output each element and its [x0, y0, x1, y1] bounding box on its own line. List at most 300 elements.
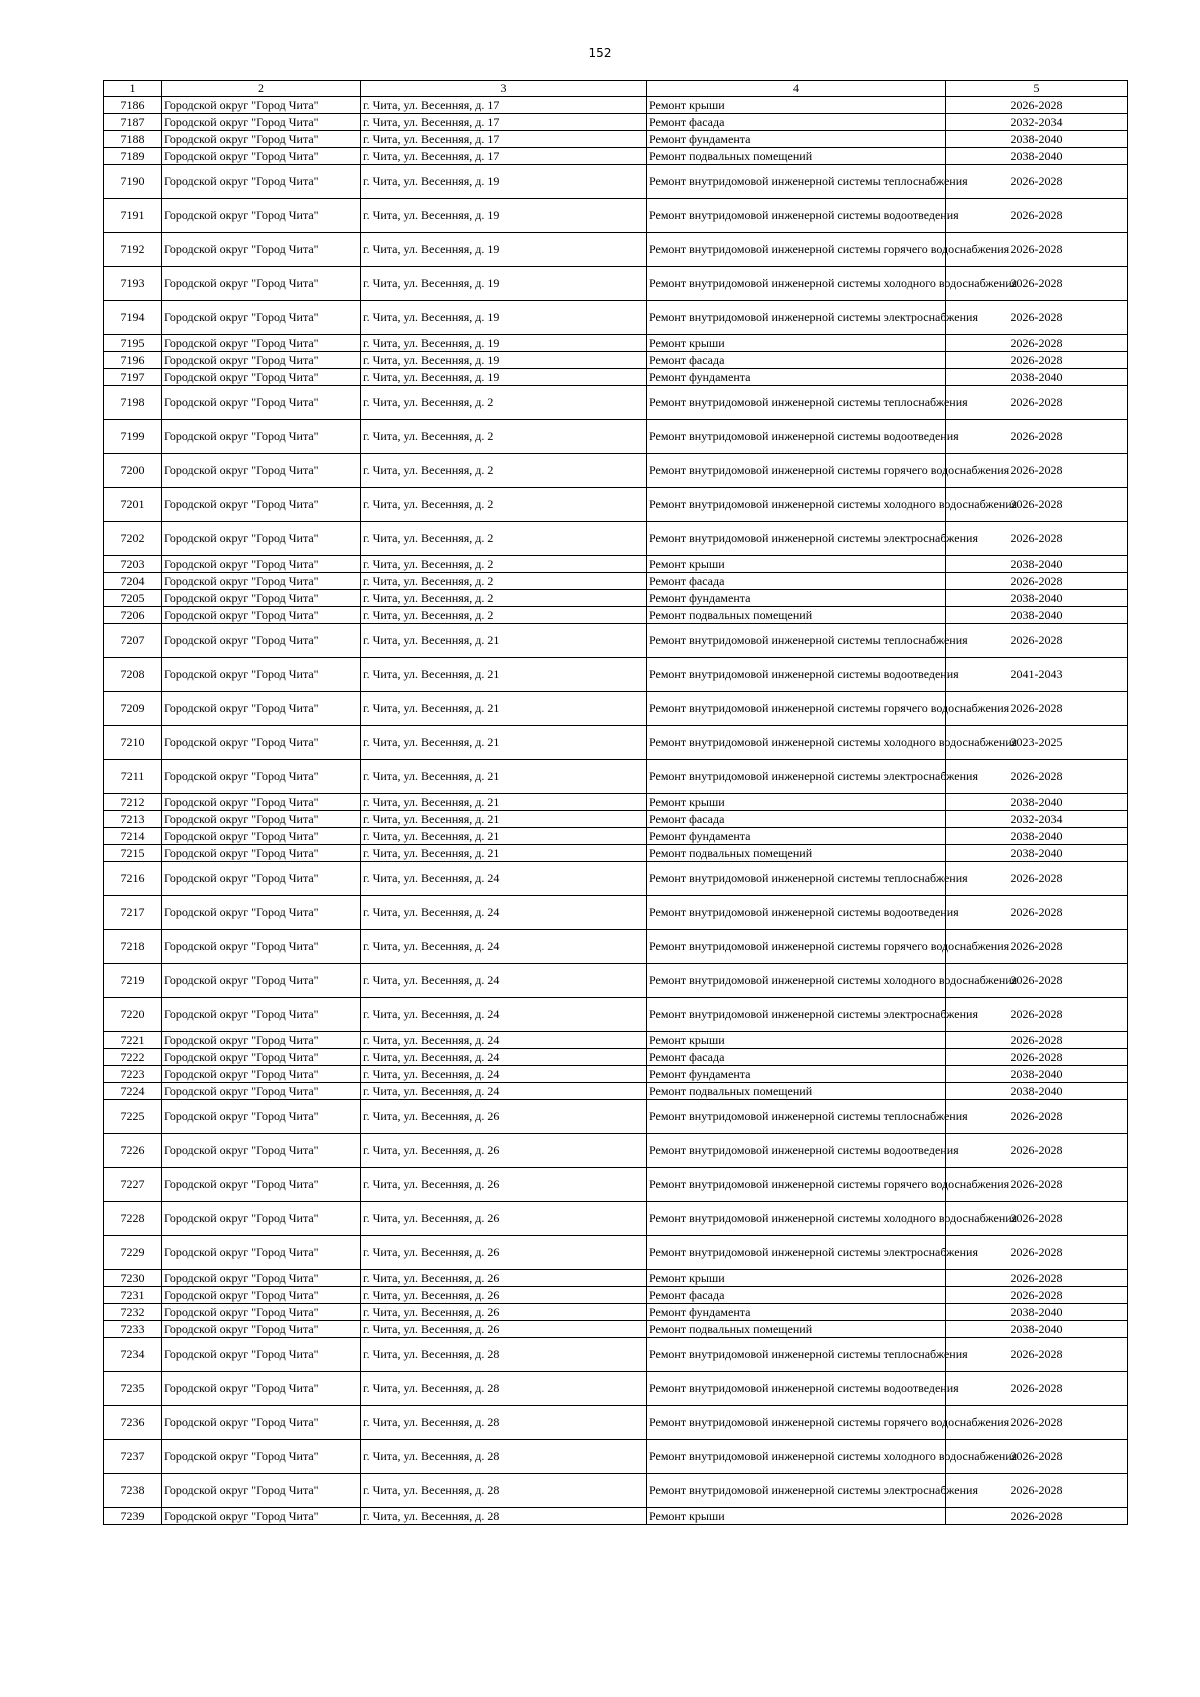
address-cell: г. Чита, ул. Весенняя, д. 19: [361, 301, 647, 335]
period-cell: 2026-2028: [946, 488, 1128, 522]
municipality-cell: Городской округ "Город Чита": [162, 998, 361, 1032]
table-row: [104, 1100, 1128, 1134]
address-cell: г. Чита, ул. Весенняя, д. 17: [361, 97, 647, 114]
row-number: 7221: [104, 1032, 162, 1049]
row-number: 7195: [104, 335, 162, 352]
row-number: 7228: [104, 1202, 162, 1236]
municipality-cell: Городской округ "Город Чита": [162, 845, 361, 862]
address-cell: г. Чита, ул. Весенняя, д. 21: [361, 692, 647, 726]
address-cell: г. Чита, ул. Весенняя, д. 28: [361, 1440, 647, 1474]
row-number: 7196: [104, 352, 162, 369]
work-type-cell: Ремонт внутридомовой инженерной системы теплоснабжения: [647, 1100, 946, 1134]
period-cell: 2026-2028: [946, 964, 1128, 998]
period-cell: 2026-2028: [946, 1440, 1128, 1474]
work-type-cell: Ремонт фасада: [647, 811, 946, 828]
municipality-cell: Городской округ "Город Чита": [162, 692, 361, 726]
row-number: 7225: [104, 1100, 162, 1134]
period-cell: 2026-2028: [946, 692, 1128, 726]
work-type-cell: Ремонт внутридомовой инженерной системы горячего водоснабжения: [647, 1168, 946, 1202]
table-row: [104, 165, 1128, 199]
work-type-cell: Ремонт фундамента: [647, 1066, 946, 1083]
table-row: [104, 522, 1128, 556]
period-cell: 2026-2028: [946, 1508, 1128, 1525]
table-row: [104, 301, 1128, 335]
table-row: [104, 148, 1128, 165]
table-row: [104, 386, 1128, 420]
municipality-cell: Городской округ "Город Чита": [162, 199, 361, 233]
period-cell: 2026-2028: [946, 522, 1128, 556]
period-cell: 2038-2040: [946, 1066, 1128, 1083]
municipality-cell: Городской округ "Город Чита": [162, 233, 361, 267]
row-number: 7224: [104, 1083, 162, 1100]
period-cell: 2026-2028: [946, 1202, 1128, 1236]
address-cell: г. Чита, ул. Весенняя, д. 2: [361, 420, 647, 454]
column-header: 1: [104, 81, 162, 97]
table-row: [104, 964, 1128, 998]
table-body: [104, 81, 1128, 1525]
address-cell: г. Чита, ул. Весенняя, д. 26: [361, 1202, 647, 1236]
row-number: 7203: [104, 556, 162, 573]
period-cell: 2026-2028: [946, 1100, 1128, 1134]
period-cell: 2026-2028: [946, 1049, 1128, 1066]
work-type-cell: Ремонт крыши: [647, 1508, 946, 1525]
table-row: [104, 556, 1128, 573]
table-row: [104, 1508, 1128, 1525]
row-number: 7199: [104, 420, 162, 454]
work-type-cell: Ремонт внутридомовой инженерной системы теплоснабжения: [647, 624, 946, 658]
period-cell: 2026-2028: [946, 335, 1128, 352]
work-type-cell: Ремонт внутридомовой инженерной системы электроснабжения: [647, 760, 946, 794]
municipality-cell: Городской округ "Город Чита": [162, 454, 361, 488]
address-cell: г. Чита, ул. Весенняя, д. 28: [361, 1508, 647, 1525]
table-row: [104, 1321, 1128, 1338]
address-cell: г. Чита, ул. Весенняя, д. 19: [361, 369, 647, 386]
work-type-cell: Ремонт внутридомовой инженерной системы водоотведения: [647, 658, 946, 692]
period-cell: 2026-2028: [946, 1406, 1128, 1440]
row-number: 7213: [104, 811, 162, 828]
municipality-cell: Городской округ "Город Чита": [162, 1406, 361, 1440]
table-row: [104, 624, 1128, 658]
table-header-row: [104, 81, 1128, 97]
address-cell: г. Чита, ул. Весенняя, д. 2: [361, 607, 647, 624]
address-cell: г. Чита, ул. Весенняя, д. 26: [361, 1287, 647, 1304]
municipality-cell: Городской округ "Город Чита": [162, 1440, 361, 1474]
table-row: [104, 573, 1128, 590]
row-number: 7226: [104, 1134, 162, 1168]
period-cell: 2026-2028: [946, 896, 1128, 930]
row-number: 7194: [104, 301, 162, 335]
address-cell: г. Чита, ул. Весенняя, д. 17: [361, 131, 647, 148]
work-type-cell: Ремонт крыши: [647, 1270, 946, 1287]
address-cell: г. Чита, ул. Весенняя, д. 28: [361, 1406, 647, 1440]
municipality-cell: Городской округ "Город Чита": [162, 522, 361, 556]
table-row: [104, 199, 1128, 233]
work-type-cell: Ремонт внутридомовой инженерной системы электроснабжения: [647, 1474, 946, 1508]
row-number: 7216: [104, 862, 162, 896]
address-cell: г. Чита, ул. Весенняя, д. 26: [361, 1304, 647, 1321]
address-cell: г. Чита, ул. Весенняя, д. 28: [361, 1474, 647, 1508]
address-cell: г. Чита, ул. Весенняя, д. 19: [361, 352, 647, 369]
municipality-cell: Городской округ "Город Чита": [162, 386, 361, 420]
work-type-cell: Ремонт внутридомовой инженерной системы теплоснабжения: [647, 862, 946, 896]
table-row: [104, 352, 1128, 369]
table-row: [104, 233, 1128, 267]
work-type-cell: Ремонт крыши: [647, 97, 946, 114]
table-row: [104, 1474, 1128, 1508]
period-cell: 2038-2040: [946, 369, 1128, 386]
address-cell: г. Чита, ул. Весенняя, д. 21: [361, 624, 647, 658]
work-type-cell: Ремонт крыши: [647, 335, 946, 352]
municipality-cell: Городской округ "Город Чита": [162, 1270, 361, 1287]
period-cell: 2026-2028: [946, 1372, 1128, 1406]
work-type-cell: Ремонт фундамента: [647, 131, 946, 148]
period-cell: 2026-2028: [946, 352, 1128, 369]
work-type-cell: Ремонт подвальных помещений: [647, 845, 946, 862]
work-type-cell: Ремонт фасада: [647, 352, 946, 369]
work-type-cell: Ремонт внутридомовой инженерной системы электроснабжения: [647, 1236, 946, 1270]
municipality-cell: Городской округ "Город Чита": [162, 131, 361, 148]
column-header: 4: [647, 81, 946, 97]
work-type-cell: Ремонт внутридомовой инженерной системы холодного водоснабжения: [647, 488, 946, 522]
work-type-cell: Ремонт внутридомовой инженерной системы холодного водоснабжения: [647, 1202, 946, 1236]
row-number: 7220: [104, 998, 162, 1032]
municipality-cell: Городской округ "Город Чита": [162, 420, 361, 454]
address-cell: г. Чита, ул. Весенняя, д. 19: [361, 335, 647, 352]
work-type-cell: Ремонт подвальных помещений: [647, 1321, 946, 1338]
address-cell: г. Чита, ул. Весенняя, д. 28: [361, 1338, 647, 1372]
table-row: [104, 1270, 1128, 1287]
period-cell: 2041-2043: [946, 658, 1128, 692]
row-number: 7239: [104, 1508, 162, 1525]
work-type-cell: Ремонт внутридомовой инженерной системы электроснабжения: [647, 998, 946, 1032]
row-number: 7205: [104, 590, 162, 607]
address-cell: г. Чита, ул. Весенняя, д. 26: [361, 1270, 647, 1287]
period-cell: 2026-2028: [946, 454, 1128, 488]
table-row: [104, 607, 1128, 624]
work-type-cell: Ремонт внутридомовой инженерной системы холодного водоснабжения: [647, 726, 946, 760]
repair-schedule-table: [103, 80, 1128, 1525]
address-cell: г. Чита, ул. Весенняя, д. 2: [361, 573, 647, 590]
period-cell: 2026-2028: [946, 420, 1128, 454]
period-cell: 2026-2028: [946, 998, 1128, 1032]
table-row: [104, 828, 1128, 845]
address-cell: г. Чита, ул. Весенняя, д. 24: [361, 964, 647, 998]
column-header: 5: [946, 81, 1128, 97]
table-row: [104, 97, 1128, 114]
work-type-cell: Ремонт фасада: [647, 1287, 946, 1304]
row-number: 7201: [104, 488, 162, 522]
row-number: 7209: [104, 692, 162, 726]
row-number: 7198: [104, 386, 162, 420]
table-row: [104, 114, 1128, 131]
row-number: 7219: [104, 964, 162, 998]
work-type-cell: Ремонт подвальных помещений: [647, 148, 946, 165]
address-cell: г. Чита, ул. Весенняя, д. 2: [361, 590, 647, 607]
row-number: 7192: [104, 233, 162, 267]
municipality-cell: Городской округ "Город Чита": [162, 556, 361, 573]
period-cell: 2026-2028: [946, 233, 1128, 267]
municipality-cell: Городской округ "Город Чита": [162, 1474, 361, 1508]
row-number: 7193: [104, 267, 162, 301]
address-cell: г. Чита, ул. Весенняя, д. 24: [361, 1032, 647, 1049]
municipality-cell: Городской округ "Город Чита": [162, 862, 361, 896]
period-cell: 2038-2040: [946, 845, 1128, 862]
period-cell: 2026-2028: [946, 1474, 1128, 1508]
row-number: 7227: [104, 1168, 162, 1202]
row-number: 7233: [104, 1321, 162, 1338]
period-cell: 2026-2028: [946, 165, 1128, 199]
period-cell: 2026-2028: [946, 862, 1128, 896]
work-type-cell: Ремонт внутридомовой инженерной системы теплоснабжения: [647, 386, 946, 420]
municipality-cell: Городской округ "Город Чита": [162, 1049, 361, 1066]
work-type-cell: Ремонт внутридомовой инженерной системы горячего водоснабжения: [647, 692, 946, 726]
address-cell: г. Чита, ул. Весенняя, д. 26: [361, 1236, 647, 1270]
row-number: 7204: [104, 573, 162, 590]
table-row: [104, 1440, 1128, 1474]
municipality-cell: Городской округ "Город Чита": [162, 964, 361, 998]
work-type-cell: Ремонт внутридомовой инженерной системы водоотведения: [647, 1134, 946, 1168]
address-cell: г. Чита, ул. Весенняя, д. 28: [361, 1372, 647, 1406]
work-type-cell: Ремонт внутридомовой инженерной системы холодного водоснабжения: [647, 964, 946, 998]
period-cell: 2038-2040: [946, 828, 1128, 845]
table-row: [104, 1372, 1128, 1406]
row-number: 7214: [104, 828, 162, 845]
table-row: [104, 590, 1128, 607]
address-cell: г. Чита, ул. Весенняя, д. 2: [361, 522, 647, 556]
work-type-cell: Ремонт внутридомовой инженерной системы горячего водоснабжения: [647, 1406, 946, 1440]
period-cell: 2026-2028: [946, 1134, 1128, 1168]
period-cell: 2026-2028: [946, 301, 1128, 335]
period-cell: 2032-2034: [946, 811, 1128, 828]
municipality-cell: Городской округ "Город Чита": [162, 1508, 361, 1525]
period-cell: 2026-2028: [946, 1270, 1128, 1287]
work-type-cell: Ремонт фундамента: [647, 369, 946, 386]
period-cell: 2026-2028: [946, 930, 1128, 964]
municipality-cell: Городской округ "Город Чита": [162, 1066, 361, 1083]
municipality-cell: Городской округ "Город Чита": [162, 165, 361, 199]
row-number: 7197: [104, 369, 162, 386]
work-type-cell: Ремонт фасада: [647, 1049, 946, 1066]
municipality-cell: Городской округ "Город Чита": [162, 828, 361, 845]
row-number: 7206: [104, 607, 162, 624]
table-row: [104, 1202, 1128, 1236]
address-cell: г. Чита, ул. Весенняя, д. 26: [361, 1168, 647, 1202]
row-number: 7238: [104, 1474, 162, 1508]
work-type-cell: Ремонт внутридомовой инженерной системы водоотведения: [647, 420, 946, 454]
municipality-cell: Городской округ "Город Чита": [162, 1321, 361, 1338]
table-row: [104, 811, 1128, 828]
row-number: 7234: [104, 1338, 162, 1372]
table-row: [104, 1287, 1128, 1304]
table-row: [104, 1236, 1128, 1270]
address-cell: г. Чита, ул. Весенняя, д. 21: [361, 828, 647, 845]
municipality-cell: Городской округ "Город Чита": [162, 267, 361, 301]
address-cell: г. Чита, ул. Весенняя, д. 2: [361, 488, 647, 522]
period-cell: 2038-2040: [946, 148, 1128, 165]
municipality-cell: Городской округ "Город Чита": [162, 114, 361, 131]
period-cell: 2038-2040: [946, 590, 1128, 607]
work-type-cell: Ремонт фундамента: [647, 828, 946, 845]
table-row: [104, 998, 1128, 1032]
address-cell: г. Чита, ул. Весенняя, д. 19: [361, 199, 647, 233]
address-cell: г. Чита, ул. Весенняя, д. 21: [361, 760, 647, 794]
period-cell: 2026-2028: [946, 1287, 1128, 1304]
municipality-cell: Городской округ "Город Чита": [162, 301, 361, 335]
period-cell: 2038-2040: [946, 794, 1128, 811]
table-row: [104, 726, 1128, 760]
address-cell: г. Чита, ул. Весенняя, д. 24: [361, 1066, 647, 1083]
municipality-cell: Городской округ "Город Чита": [162, 1338, 361, 1372]
address-cell: г. Чита, ул. Весенняя, д. 24: [361, 1049, 647, 1066]
work-type-cell: Ремонт внутридомовой инженерной системы водоотведения: [647, 1372, 946, 1406]
work-type-cell: Ремонт внутридомовой инженерной системы горячего водоснабжения: [647, 233, 946, 267]
address-cell: г. Чита, ул. Весенняя, д. 26: [361, 1134, 647, 1168]
table-row: [104, 1083, 1128, 1100]
work-type-cell: Ремонт внутридомовой инженерной системы водоотведения: [647, 896, 946, 930]
address-cell: г. Чита, ул. Весенняя, д. 26: [361, 1100, 647, 1134]
row-number: 7190: [104, 165, 162, 199]
row-number: 7208: [104, 658, 162, 692]
municipality-cell: Городской округ "Город Чита": [162, 335, 361, 352]
address-cell: г. Чита, ул. Весенняя, д. 17: [361, 114, 647, 131]
table-row: [104, 1134, 1128, 1168]
table-row: [104, 454, 1128, 488]
address-cell: г. Чита, ул. Весенняя, д. 26: [361, 1321, 647, 1338]
municipality-cell: Городской округ "Город Чита": [162, 97, 361, 114]
row-number: 7187: [104, 114, 162, 131]
table-row: [104, 1032, 1128, 1049]
address-cell: г. Чита, ул. Весенняя, д. 19: [361, 165, 647, 199]
row-number: 7222: [104, 1049, 162, 1066]
address-cell: г. Чита, ул. Весенняя, д. 24: [361, 896, 647, 930]
address-cell: г. Чита, ул. Весенняя, д. 24: [361, 1083, 647, 1100]
period-cell: 2038-2040: [946, 1321, 1128, 1338]
table-row: [104, 845, 1128, 862]
address-cell: г. Чита, ул. Весенняя, д. 19: [361, 267, 647, 301]
row-number: 7210: [104, 726, 162, 760]
row-number: 7200: [104, 454, 162, 488]
work-type-cell: Ремонт фасада: [647, 573, 946, 590]
municipality-cell: Городской округ "Город Чита": [162, 1100, 361, 1134]
work-type-cell: Ремонт внутридомовой инженерной системы холодного водоснабжения: [647, 267, 946, 301]
row-number: 7215: [104, 845, 162, 862]
period-cell: 2032-2034: [946, 114, 1128, 131]
municipality-cell: Городской округ "Город Чита": [162, 488, 361, 522]
table-row: [104, 794, 1128, 811]
period-cell: 2026-2028: [946, 1338, 1128, 1372]
table-row: [104, 488, 1128, 522]
row-number: 7235: [104, 1372, 162, 1406]
work-type-cell: Ремонт фундамента: [647, 1304, 946, 1321]
address-cell: г. Чита, ул. Весенняя, д. 24: [361, 930, 647, 964]
municipality-cell: Городской округ "Город Чита": [162, 811, 361, 828]
address-cell: г. Чита, ул. Весенняя, д. 2: [361, 454, 647, 488]
period-cell: 2038-2040: [946, 607, 1128, 624]
table-row: [104, 760, 1128, 794]
table-row: [104, 862, 1128, 896]
table-row: [104, 658, 1128, 692]
row-number: 7230: [104, 1270, 162, 1287]
period-cell: 2038-2040: [946, 1304, 1128, 1321]
municipality-cell: Городской округ "Город Чита": [162, 1287, 361, 1304]
municipality-cell: Городской округ "Город Чита": [162, 1236, 361, 1270]
row-number: 7188: [104, 131, 162, 148]
table-row: [104, 1066, 1128, 1083]
period-cell: 2026-2028: [946, 760, 1128, 794]
municipality-cell: Городской округ "Город Чита": [162, 624, 361, 658]
table-row: [104, 692, 1128, 726]
municipality-cell: Городской округ "Город Чита": [162, 148, 361, 165]
row-number: 7186: [104, 97, 162, 114]
municipality-cell: Городской округ "Город Чита": [162, 1304, 361, 1321]
period-cell: 2038-2040: [946, 556, 1128, 573]
work-type-cell: Ремонт крыши: [647, 1032, 946, 1049]
address-cell: г. Чита, ул. Весенняя, д. 21: [361, 811, 647, 828]
table-row: [104, 896, 1128, 930]
address-cell: г. Чита, ул. Весенняя, д. 2: [361, 556, 647, 573]
period-cell: 2026-2028: [946, 624, 1128, 658]
municipality-cell: Городской округ "Город Чита": [162, 760, 361, 794]
work-type-cell: Ремонт внутридомовой инженерной системы холодного водоснабжения: [647, 1440, 946, 1474]
period-cell: 2026-2028: [946, 1032, 1128, 1049]
municipality-cell: Городской округ "Город Чита": [162, 607, 361, 624]
row-number: 7217: [104, 896, 162, 930]
work-type-cell: Ремонт крыши: [647, 794, 946, 811]
work-type-cell: Ремонт крыши: [647, 556, 946, 573]
period-cell: 2026-2028: [946, 97, 1128, 114]
row-number: 7189: [104, 148, 162, 165]
row-number: 7202: [104, 522, 162, 556]
table-row: [104, 420, 1128, 454]
work-type-cell: Ремонт внутридомовой инженерной системы электроснабжения: [647, 301, 946, 335]
table-row: [104, 335, 1128, 352]
table-row: [104, 930, 1128, 964]
table-row: [104, 369, 1128, 386]
work-type-cell: Ремонт внутридомовой инженерной системы теплоснабжения: [647, 165, 946, 199]
period-cell: 2023-2025: [946, 726, 1128, 760]
period-cell: 2026-2028: [946, 1168, 1128, 1202]
work-type-cell: Ремонт внутридомовой инженерной системы электроснабжения: [647, 522, 946, 556]
municipality-cell: Городской округ "Город Чита": [162, 573, 361, 590]
period-cell: 2026-2028: [946, 199, 1128, 233]
period-cell: 2038-2040: [946, 131, 1128, 148]
period-cell: 2038-2040: [946, 1083, 1128, 1100]
municipality-cell: Городской округ "Город Чита": [162, 794, 361, 811]
address-cell: г. Чита, ул. Весенняя, д. 2: [361, 386, 647, 420]
table-row: [104, 1168, 1128, 1202]
work-type-cell: Ремонт внутридомовой инженерной системы теплоснабжения: [647, 1338, 946, 1372]
row-number: 7211: [104, 760, 162, 794]
table-row: [104, 1304, 1128, 1321]
row-number: 7237: [104, 1440, 162, 1474]
municipality-cell: Городской округ "Город Чита": [162, 1168, 361, 1202]
address-cell: г. Чита, ул. Весенняя, д. 21: [361, 658, 647, 692]
municipality-cell: Городской округ "Город Чита": [162, 1083, 361, 1100]
table-row: [104, 1406, 1128, 1440]
address-cell: г. Чита, ул. Весенняя, д. 21: [361, 845, 647, 862]
address-cell: г. Чита, ул. Весенняя, д. 24: [361, 862, 647, 896]
work-type-cell: Ремонт подвальных помещений: [647, 1083, 946, 1100]
municipality-cell: Городской округ "Город Чита": [162, 896, 361, 930]
row-number: 7207: [104, 624, 162, 658]
row-number: 7218: [104, 930, 162, 964]
table-row: [104, 131, 1128, 148]
address-cell: г. Чита, ул. Весенняя, д. 17: [361, 148, 647, 165]
work-type-cell: Ремонт фундамента: [647, 590, 946, 607]
period-cell: 2026-2028: [946, 1236, 1128, 1270]
address-cell: г. Чита, ул. Весенняя, д. 21: [361, 794, 647, 811]
work-type-cell: Ремонт подвальных помещений: [647, 607, 946, 624]
